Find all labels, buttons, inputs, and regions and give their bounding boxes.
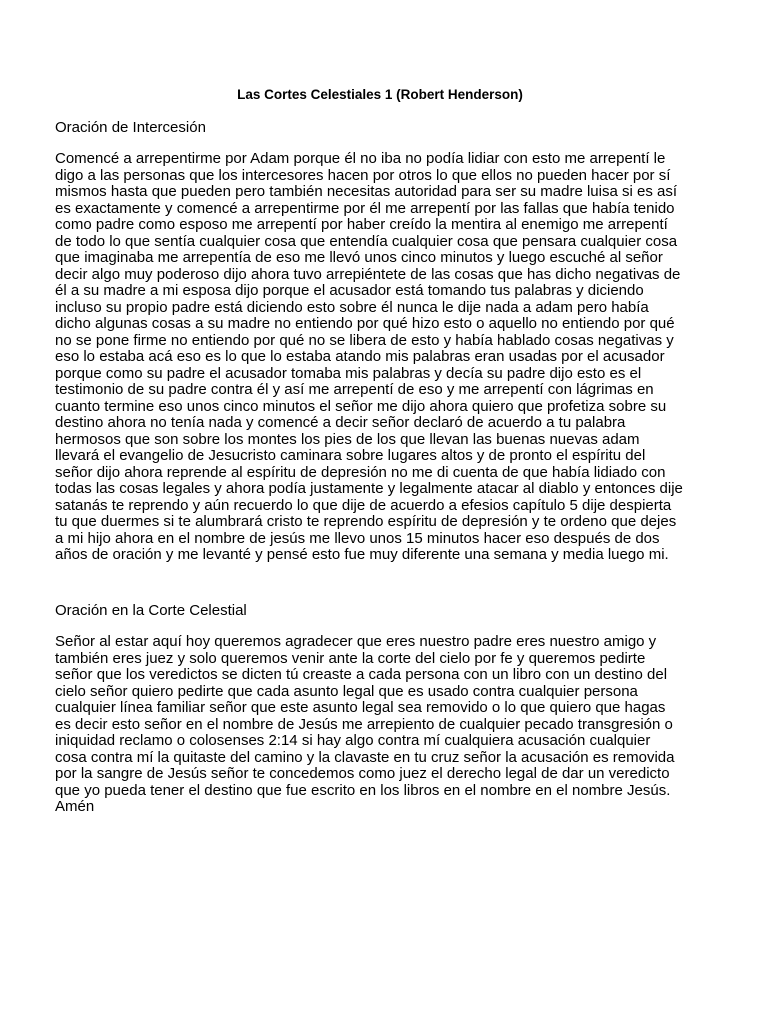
section-body-celestial-court: Señor al estar aquí hoy queremos agradecer que eres nuestro padre eres nuestro amigo y también eres juez y solo queremos venir ante la corte del cielo por fe y queremos pedirte señor que los veredictos se dicten tú creaste a cada persona con un libro con un destino del cielo señor quiero pedirte que cada asunto legal que es usado contra cualquier persona cualquier línea familiar señor que este asunto legal sea removido o lo que quiero que hagas es decir esto señor en el nombre de Jesús me arrepiento de cualquier pecado transgresión o iniquidad reclamo o colosenses 2:14 si hay algo contra mí cualquiera acusación cualquier cosa contra mí la quitaste del camino y la clavaste en tu cruz señor la acusación es removida por la sangre de Jesús señor te concedemos como juez el derecho legal de dar un veredicto que yo pueda tener el destino que fue escrito en los libros en el nombre en el nombre Jesús. Amén bbox=[55, 633, 675, 815]
document-title: Las Cortes Celestiales 1 (Robert Henderson) bbox=[237, 87, 523, 102]
section-body-intercession: Comencé a arrepentirme por Adam porque él no iba no podía lidiar con esto me arrepentí le digo a las personas que los intercesores hacen por otros lo que ellos no pueden hacer por sí mismos hasta que pueden pero también necesitas autoridad para ser su madre luisa si es así es exactamente y comencé a arrepentirme por él me arrepentí por las fallas que había tenido como padre como esposo me arrepentí por haber creído la mentira al enemigo me arrepentí de todo lo que sentía cualquier cosa que entendía cualquier cosa que pensara cualquier cosa que imaginaba me arrepentía de eso me llevó unos cinco minutos y luego escuché al señor decir algo muy poderoso dijo ahora tuvo arrepiéntete de las cosas que has dicho negativas de él a su madre a mi esposa dijo porque el acusador está tomando tus palabras y diciendo incluso su propio padre está diciendo esto sobre él nunca le dije nada a adam pero había dicho algunas cosas a su madre no entiendo por qué hizo esto o aquello no entiendo por qué no se pone firme no entiendo por qué no se libera de esto y había hablado cosas negativas y eso lo estaba acá eso es lo que lo estaba atando mis palabras eran usadas por el acusador porque como su padre el acusador tomaba mis palabras y decía su padre dijo esto es el testimonio de su padre contra él y así me arrepentí de eso y me arrepentí con lágrimas en cuanto termine eso unos cinco minutos el señor me dijo ahora quiero que profetiza sobre su destino ahora no tenía nada y comencé a decir señor declaró de acuerdo a tu palabra hermosos que son sobre los montes los pies de los que llevan las buenas nuevas adam llevará el evangelio de Jesucristo caminara sobre lugares altos y de pronto el espíritu del señor dijo ahora reprende al espíritu de depresión no me di cuenta de que había lidiado con todas las cosas legales y ahora podía justamente y legalmente atacar al diablo y entonces dije satanás te reprendo y aún recuerdo lo que dije de acuerdo a efesios capítulo 5 dije despierta tu que duermes si te alumbrará cristo te reprendo espíritu de depresión y te ordeno que dejes a mi hijo ahora en el nombre de jesús me llevo unos 15 minutos hacer eso después de dos años de oración y me levanté y pensé esto fue muy diferente una semana y media luego mi. bbox=[55, 150, 683, 563]
section-heading-celestial-court: Oración en la Corte Celestial bbox=[55, 602, 247, 619]
section-heading-intercession: Oración de Intercesión bbox=[55, 119, 206, 136]
